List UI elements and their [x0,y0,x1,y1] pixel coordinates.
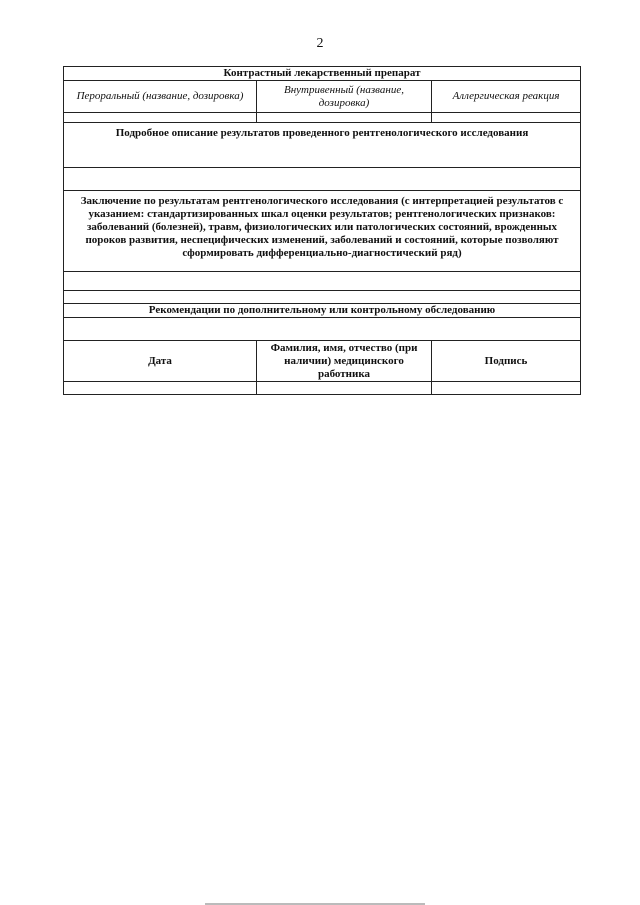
date-header: Дата [64,341,257,382]
description-header: Подробное описание результатов проведенного рентгенологического исследования [64,123,581,168]
conclusion-header: Заключение по результатам рентгенологического исследования (с интерпретацией результатов с указанием: стандартизированных шкал оценки результатов; рентгенологических признаков: заболеваний (болезней), травм, физиологических или патологических состояний, врожденных пороков развития, неспецифических изменений, заболеваний и состояний, которые позволяют сформировать дифференциально-диагностический ряд) [64,191,581,272]
oral-contrast-header: Пероральный (название, дозировка) [64,81,257,113]
allergic-reaction-field[interactable] [432,113,581,123]
spacer-row [64,291,581,304]
signature-header: Подпись [432,341,581,382]
recommendations-header: Рекомендации по дополнительному или контрольному обследованию [64,304,581,318]
description-field[interactable] [64,168,581,191]
intravenous-contrast-field[interactable] [257,113,432,123]
signature-field[interactable] [432,382,581,395]
page-number: 2 [316,36,324,51]
date-field[interactable] [64,382,257,395]
contrast-drug-header: Контрастный лекарственный препарат [64,67,581,81]
conclusion-field[interactable] [64,272,581,291]
oral-contrast-field[interactable] [64,113,257,123]
medical-worker-name-field[interactable] [257,382,432,395]
recommendations-field[interactable] [64,318,581,341]
intravenous-contrast-header: Внутривенный (название, дозировка) [257,81,432,113]
medical-worker-name-header: Фамилия, имя, отчество (при наличии) медицинского работника [257,341,432,382]
allergic-reaction-header: Аллергическая реакция [432,81,581,113]
report-form-table [63,66,581,395]
